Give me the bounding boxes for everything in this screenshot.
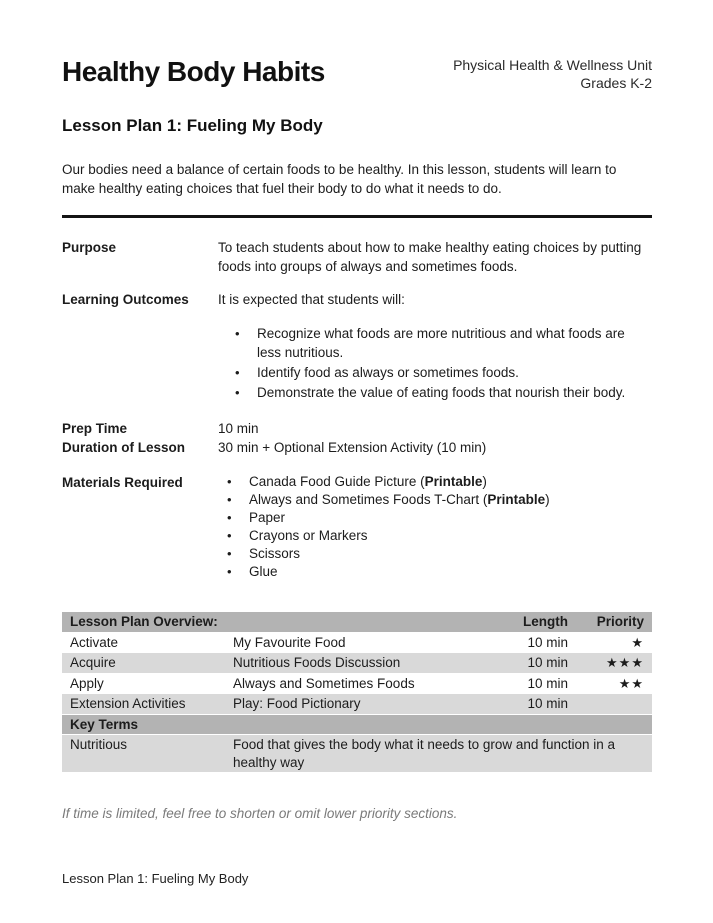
terms-body xyxy=(62,735,652,773)
materials-content xyxy=(218,473,652,581)
document-title: Healthy Body Habits xyxy=(62,56,325,87)
length-cell: 10 min xyxy=(504,694,576,715)
material-item xyxy=(225,545,652,563)
duration-label: Duration of Lesson xyxy=(62,440,186,455)
phase-cell: Acquire xyxy=(62,653,225,674)
grade-range: Grades K-2 xyxy=(580,75,652,91)
material-item-text xyxy=(249,473,487,491)
outcome-item xyxy=(233,363,652,382)
definition-cell: Food that gives the body what it needs to grow and function in a healthy way xyxy=(225,735,652,773)
length-header: Length xyxy=(504,612,576,632)
key-terms-label: Key Terms xyxy=(62,714,652,735)
priority-cell xyxy=(576,653,652,674)
outcomes-row xyxy=(62,290,652,403)
purpose-row xyxy=(62,238,652,276)
overview-title: Lesson Plan Overview: xyxy=(62,612,504,632)
priority-cell xyxy=(576,632,652,653)
text-segment: Paper xyxy=(249,510,286,525)
material-item xyxy=(225,527,652,545)
unit-name: Physical Health & Wellness Unit xyxy=(453,57,652,73)
material-item-text xyxy=(249,527,368,545)
length-cell: 10 min xyxy=(504,653,576,674)
duration-row xyxy=(62,438,652,457)
lesson-title: Lesson Plan 1: Fueling My Body xyxy=(62,116,323,135)
bullet-icon: • xyxy=(227,546,232,561)
lesson-details xyxy=(62,238,652,581)
prep-time-row xyxy=(62,419,652,438)
overview-row xyxy=(62,694,652,715)
duration-value: 30 min + Optional Extension Activity (10 min) xyxy=(218,440,487,455)
phase-cell: Extension Activities xyxy=(62,694,225,715)
key-terms-row xyxy=(62,714,652,735)
bullet-icon: • xyxy=(227,510,232,525)
text-segment: Canada Food Guide Picture ( xyxy=(249,474,425,489)
star-icons: ★★ xyxy=(618,675,644,691)
overview-body xyxy=(62,632,652,714)
material-item-text xyxy=(249,563,278,581)
term-cell: Nutritious xyxy=(62,735,225,773)
term-row xyxy=(62,735,652,773)
overview-header-row xyxy=(62,612,652,632)
prep-time-value: 10 min xyxy=(218,421,259,436)
bullet-icon: • xyxy=(227,492,232,507)
phase-cell: Activate xyxy=(62,632,225,653)
outcome-item-text: Identify food as always or sometimes foods. xyxy=(257,365,519,380)
outcome-item-text: Demonstrate the value of eating foods that nourish their body. xyxy=(257,385,626,400)
document-header xyxy=(62,52,652,92)
activity-cell: Nutritious Foods Discussion xyxy=(225,653,504,674)
overview-row xyxy=(62,653,652,674)
outcome-item xyxy=(233,324,652,362)
activity-cell: My Favourite Food xyxy=(225,632,504,653)
text-segment: Always and Sometimes Foods T-Chart ( xyxy=(249,492,488,507)
material-item xyxy=(225,491,652,509)
purpose-label: Purpose xyxy=(62,240,117,255)
priority-cell xyxy=(576,694,652,715)
section-divider xyxy=(62,215,652,218)
bullet-icon: • xyxy=(227,474,232,489)
priority-cell xyxy=(576,673,652,694)
material-item-text xyxy=(249,545,300,563)
prep-time-label: Prep Time xyxy=(62,421,128,436)
materials-label: Materials Required xyxy=(62,475,183,490)
bullet-icon: • xyxy=(235,365,240,380)
overview-row xyxy=(62,673,652,694)
outcomes-content xyxy=(218,290,652,403)
outcome-item xyxy=(233,383,652,402)
lesson-overview-table xyxy=(62,612,652,773)
material-item xyxy=(225,473,652,491)
activity-cell: Always and Sometimes Foods xyxy=(225,673,504,694)
length-cell: 10 min xyxy=(504,673,576,694)
text-segment: Crayons or Markers xyxy=(249,528,368,543)
phase-cell: Apply xyxy=(62,673,225,694)
purpose-text: To teach students about how to make healthy eating choices by putting foods into groups of always and sometimes foods. xyxy=(218,240,642,274)
text-segment: ) xyxy=(545,492,550,507)
material-item xyxy=(225,509,652,527)
intro-paragraph: Our bodies need a balance of certain foods to be healthy. In this lesson, students will learn to make healthy eating choices that fuel their body to do what it needs to do. xyxy=(62,162,617,196)
star-icons: ★ xyxy=(631,634,644,650)
length-cell: 10 min xyxy=(504,632,576,653)
unit-info xyxy=(453,52,652,92)
material-item-text xyxy=(249,509,285,527)
bullet-icon: • xyxy=(235,326,240,341)
star-icons: ★★★ xyxy=(606,655,644,670)
bullet-icon: • xyxy=(227,528,232,543)
priority-note: If time is limited, feel free to shorten or omit lower priority sections. xyxy=(62,806,458,821)
text-segment: ) xyxy=(482,474,487,489)
material-item-text xyxy=(249,491,550,509)
text-segment: Scissors xyxy=(249,546,301,561)
outcome-item-text: Recognize what foods are more nutritious and what foods are less nutritious. xyxy=(257,326,625,360)
bullet-icon: • xyxy=(235,385,240,400)
activity-cell: Play: Food Pictionary xyxy=(225,694,504,715)
text-segment: Printable xyxy=(487,492,546,507)
materials-row xyxy=(62,473,652,581)
page-footer: Lesson Plan 1: Fueling My Body xyxy=(62,871,249,886)
outcomes-label: Learning Outcomes xyxy=(62,292,189,307)
outcomes-intro: It is expected that students will: xyxy=(218,292,405,307)
bullet-icon: • xyxy=(227,564,232,579)
outcomes-list xyxy=(218,324,652,402)
overview-row xyxy=(62,632,652,653)
text-segment: Printable xyxy=(424,474,483,489)
material-item xyxy=(225,563,652,581)
priority-header: Priority xyxy=(576,612,652,632)
materials-list xyxy=(218,473,652,581)
text-segment: Glue xyxy=(249,564,278,579)
